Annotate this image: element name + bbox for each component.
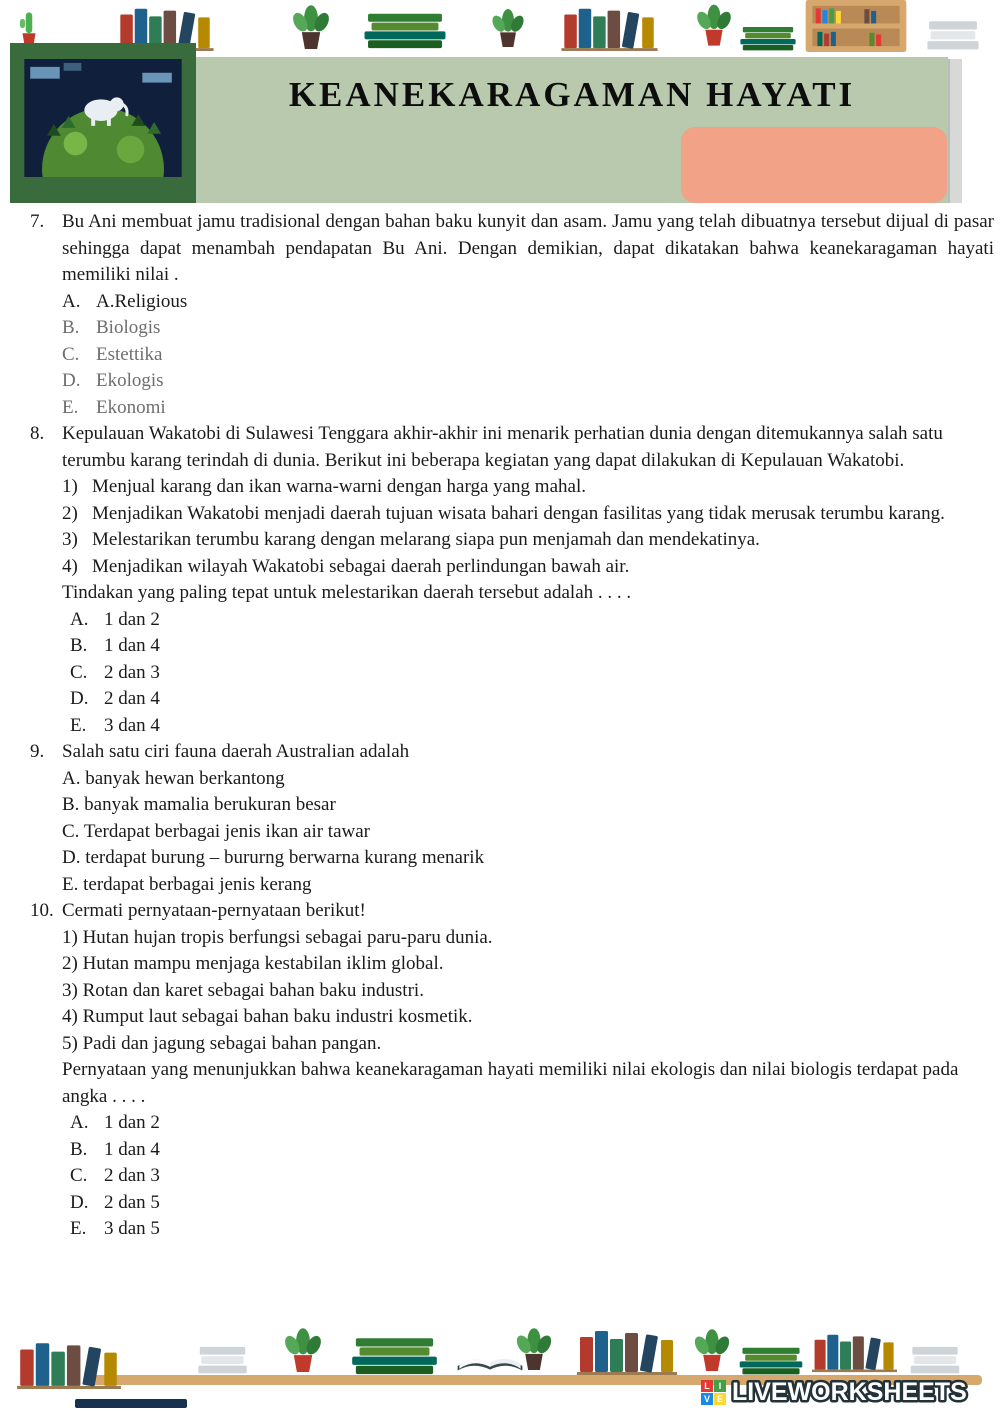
option-label: A. bbox=[62, 290, 81, 312]
logo-tile: I bbox=[714, 1380, 726, 1392]
worksheet-body bbox=[0, 209, 1000, 1243]
answer-option[interactable] bbox=[62, 1137, 994, 1164]
option-text: 3 dan 4 bbox=[104, 714, 160, 736]
header-illustration-frame bbox=[10, 43, 196, 203]
logo-tile: E bbox=[714, 1393, 726, 1405]
answer-option[interactable] bbox=[62, 342, 994, 369]
answer-option[interactable]: B. banyak mamalia berukuran besar bbox=[62, 794, 336, 815]
book-stack-icon bbox=[342, 1329, 447, 1375]
book-stack-icon bbox=[350, 5, 460, 49]
statement-item: 4) Rumput laut sebagai bahan baku industri kosmetik. bbox=[62, 1006, 473, 1027]
answer-option[interactable] bbox=[62, 315, 994, 342]
option-label: B. bbox=[70, 635, 88, 656]
option-text: A.Religious bbox=[96, 290, 188, 312]
bottom-shelf-decoration bbox=[0, 1300, 1000, 1413]
potted-plant-icon bbox=[288, 1, 334, 51]
logo-tile: L bbox=[701, 1380, 713, 1392]
answer-option[interactable] bbox=[62, 633, 994, 660]
option-text: 1 dan 4 bbox=[104, 635, 160, 656]
answer-option[interactable]: D. terdapat burung – bururng berwarna kurang menarik bbox=[62, 847, 485, 868]
lower-shelf-decoration bbox=[75, 1399, 187, 1408]
liveworksheets-logo-tiles bbox=[701, 1380, 726, 1405]
option-label: C. bbox=[70, 661, 88, 683]
question-7 bbox=[30, 209, 994, 421]
question-stem: Bu Ani membuat jamu tradisional dengan bahan baku kunyit dan asam. Jamu yang telah dibuatnya tersebut dijual di pasar sehingga dapat menambah pendapatan Bu Ani. Dengan demikian, dapat dikatakan bahwa keanekaragaman hayati memiliki nilai . bbox=[62, 211, 994, 285]
answer-option[interactable]: A. banyak hewan berkantong bbox=[62, 767, 285, 789]
answer-option[interactable] bbox=[62, 660, 994, 687]
option-text: 3 dan 5 bbox=[104, 1218, 160, 1239]
paper-stack-icon bbox=[905, 1339, 965, 1375]
question-10 bbox=[30, 898, 994, 1243]
books-row-icon bbox=[14, 1335, 124, 1389]
statement-item: 2) Hutan mampu menjaga kestabilan iklim global. bbox=[62, 953, 444, 974]
question-9 bbox=[30, 739, 994, 898]
red-potted-plant-icon bbox=[690, 1325, 734, 1373]
option-label: A. bbox=[70, 1112, 89, 1133]
option-text: 1 dan 2 bbox=[104, 608, 160, 630]
earth-illustration bbox=[24, 59, 182, 177]
page-title: KEANEKARAGAMAN HAYATI bbox=[288, 75, 856, 114]
option-label: B. bbox=[70, 1138, 88, 1160]
liveworksheets-wordmark bbox=[730, 1377, 992, 1407]
red-potted-plant-icon bbox=[280, 1323, 326, 1375]
statement-item: 3) Melestarikan terumbu karang dengan melarang siapa pun menjamah dan mendekatinya. bbox=[62, 529, 760, 550]
question-prompt: Tindakan yang paling tepat untuk melestarikan daerah tersebut adalah . . . . bbox=[62, 582, 632, 603]
answer-option[interactable] bbox=[62, 368, 994, 395]
option-label: E. bbox=[70, 714, 87, 736]
answer-option[interactable]: C. Terdapat berbagai jenis ikan air tawar bbox=[62, 820, 370, 842]
option-text: 1 dan 2 bbox=[104, 1112, 160, 1133]
potted-plant-icon bbox=[488, 5, 528, 49]
books-row-icon bbox=[812, 1325, 897, 1375]
question-number: 9. bbox=[30, 741, 45, 762]
book-stack-icon bbox=[738, 21, 798, 51]
paper-stack-icon bbox=[922, 13, 984, 51]
statement-item: 5) Padi dan jagung sebagai bahan pangan. bbox=[62, 1032, 382, 1054]
statement-item: 1) Menjual karang dan ikan warna-warni dengan harga yang mahal. bbox=[62, 476, 586, 497]
paper-stack-icon bbox=[195, 1339, 250, 1375]
answer-option[interactable] bbox=[62, 1216, 994, 1243]
statement-item: 2) Menjadikan Wakatobi menjadi daerah tujuan wisata bahari dengan fasilitas yang tidak merusak terumbu karang. bbox=[62, 502, 945, 524]
option-text: Estettika bbox=[96, 343, 163, 365]
question-8 bbox=[30, 421, 994, 739]
option-text: Biologis bbox=[96, 317, 161, 338]
option-text: Ekonomi bbox=[96, 396, 166, 418]
shelf-unit-icon bbox=[800, 0, 912, 52]
statement-item: 1) Hutan hujan tropis berfungsi sebagai paru-paru dunia. bbox=[62, 926, 493, 948]
books-row-icon bbox=[572, 1323, 682, 1375]
logo-tile: V bbox=[701, 1393, 713, 1405]
answer-option[interactable] bbox=[62, 1190, 994, 1217]
option-label: D. bbox=[70, 1191, 89, 1213]
option-text: 2 dan 3 bbox=[104, 1165, 160, 1186]
worksheet-header bbox=[0, 55, 1000, 205]
answer-option[interactable] bbox=[62, 289, 994, 316]
option-text: 1 dan 4 bbox=[104, 1138, 160, 1160]
answer-option[interactable] bbox=[62, 607, 994, 634]
answer-option[interactable] bbox=[62, 1163, 994, 1190]
question-number: 10. bbox=[30, 900, 54, 921]
option-label: D. bbox=[70, 688, 89, 709]
answer-option[interactable]: E. terdapat berbagai jenis kerang bbox=[62, 873, 312, 895]
option-label: D. bbox=[62, 370, 81, 391]
option-text: Ekologis bbox=[96, 370, 164, 391]
option-label: A. bbox=[70, 608, 89, 630]
question-number: 8. bbox=[30, 423, 45, 444]
red-potted-plant-icon bbox=[692, 1, 736, 47]
option-label: C. bbox=[62, 343, 80, 365]
potted-plant-icon bbox=[512, 1323, 556, 1373]
option-label: B. bbox=[62, 317, 80, 338]
answer-option[interactable] bbox=[62, 686, 994, 713]
question-stem: Salah satu ciri fauna daerah Australian adalah bbox=[62, 741, 410, 762]
books-row-icon bbox=[552, 1, 667, 51]
option-label: C. bbox=[70, 1165, 88, 1186]
answer-option[interactable] bbox=[62, 1110, 994, 1137]
option-label: E. bbox=[62, 396, 79, 418]
option-label: E. bbox=[70, 1218, 87, 1239]
statement-item: 4) Menjadikan wilayah Wakatobi sebagai daerah perlindungan bawah air. bbox=[62, 555, 630, 577]
option-text: 2 dan 4 bbox=[104, 688, 160, 709]
svg-text:LIVEWORKSHEETS: LIVEWORKSHEETS bbox=[732, 1378, 967, 1406]
question-number: 7. bbox=[30, 211, 45, 232]
bookend-decoration bbox=[948, 59, 962, 203]
option-text: 2 dan 5 bbox=[104, 1191, 160, 1213]
option-text: 2 dan 3 bbox=[104, 661, 160, 683]
entry-box[interactable] bbox=[681, 127, 947, 203]
question-stem: Kepulauan Wakatobi di Sulawesi Tenggara akhir-akhir ini menarik perhatian dunia dengan ditemukannya salah satu terumbu karang terindah di dunia. Berikut ini beberapa kegiatan yang dapat dilakukan di Kepulauan Wakatobi. bbox=[62, 423, 943, 471]
answer-option[interactable] bbox=[62, 395, 994, 422]
question-prompt: Pernyataan yang menunjukkan bahwa keanekaragaman hayati memiliki nilai ekologis dan nilai biologis terdapat pada angka . . . . bbox=[62, 1059, 959, 1107]
liveworksheets-logo bbox=[701, 1377, 992, 1407]
question-stem: Cermati pernyataan-pernyataan berikut! bbox=[62, 900, 366, 921]
statement-item: 3) Rotan dan karet sebagai bahan baku industri. bbox=[62, 979, 424, 1001]
answer-option[interactable] bbox=[62, 713, 994, 740]
book-stack-icon bbox=[736, 1341, 806, 1375]
